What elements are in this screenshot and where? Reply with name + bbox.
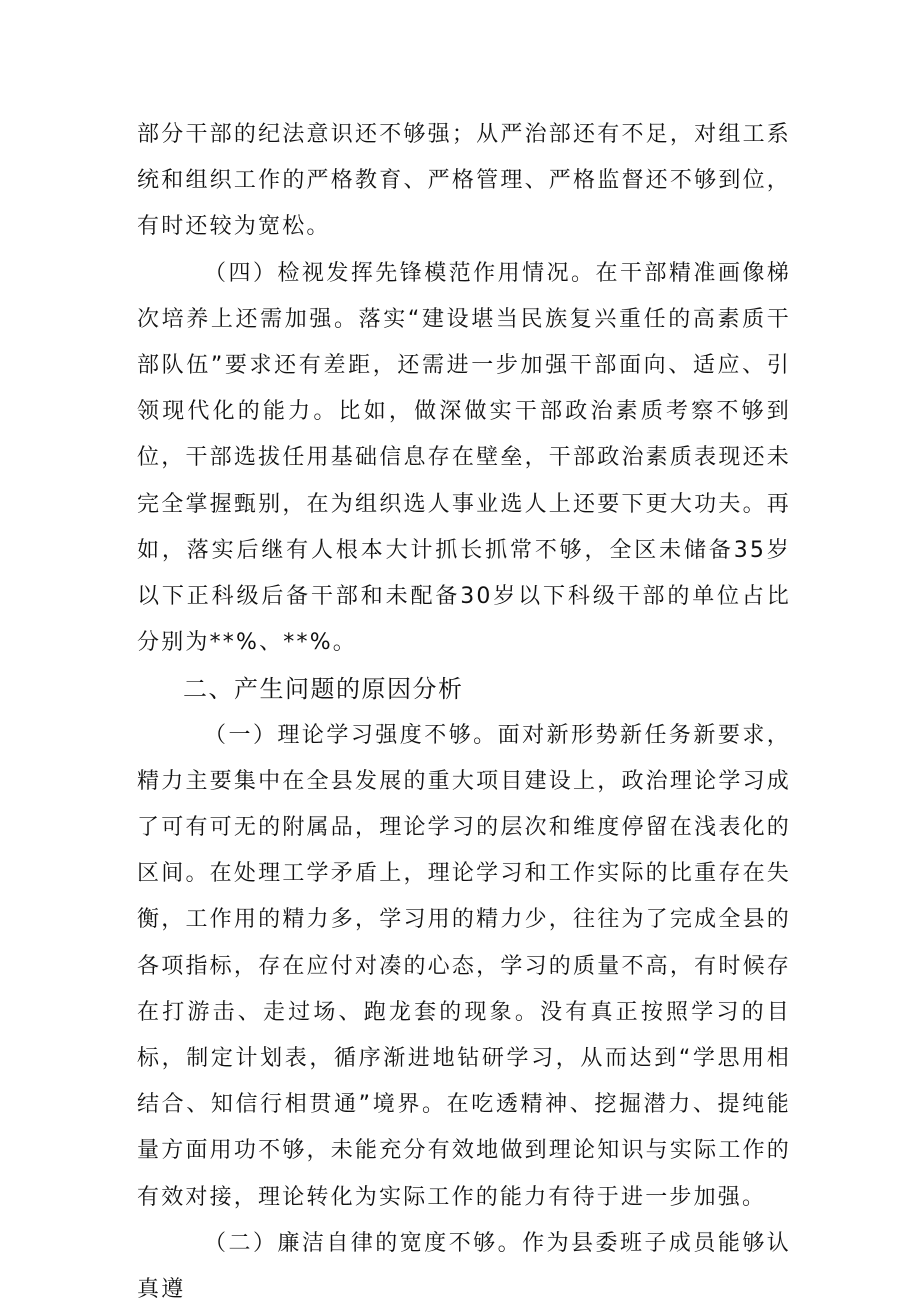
paragraph-integrity-self-discipline: （二）廉洁自律的宽度不够。作为县委班子成员能够认真遵 — [137, 1230, 791, 1303]
section-heading-cause-analysis: 二、产生问题的原因分析 — [183, 675, 464, 704]
paragraph-exemplary-role: （四）检视发挥先锋模范作用情况。在干部精准画像梯次培养上还需加强。落实“建设堪当民族复兴重任的高素质干部队伍”要求还有差距，还需进一步加强干部面向、适应、引领现代化的能力。比如，做深做实干部政治素质考察不够到位，干部选拔任用基础信息存在壁垒，干部政治素质表现还未完全掌握甄别，在为组织选人事业选人上还要下更大功夫。再如，落实后继有人根本大计抓长抓常不够，全区未储备35岁以下正科级后备干部和未配备30岁以下科级干部的单位占比分别为**%、**%。 — [137, 260, 791, 656]
paragraph-theory-study: （一）理论学习强度不够。面对新形势新任务新要求，精力主要集中在全县发展的重大项目建设上，政治理论学习成了可有可无的附属品，理论学习的层次和维度停留在浅表化的区间。在处理工学矛盾上，理论学习和工作实际的比重存在失衡，工作用的精力多，学习用的精力少，往往为了完成全县的各项指标，存在应付对凑的心态，学习的质量不高，有时候存在打游击、走过场、跑龙套的现象。没有真正按照学习的目标，制定计划表，循序渐进地钻研学习，从而达到“学思用相结合、知信行相贯通”境界。在吃透精神、挖掘潜力、提纯能量方面用功不够，未能充分有效地做到理论知识与实际工作的有效对接，理论转化为实际工作的能力有待于进一步加强。 — [137, 722, 791, 1210]
paragraph-discipline-awareness: 部分干部的纪法意识还不够强；从严治部还有不足，对组工系统和组织工作的严格教育、严格管理、严格监督还不够到位，有时还较为宽松。 — [137, 122, 791, 240]
document-body — [137, 112, 791, 1313]
